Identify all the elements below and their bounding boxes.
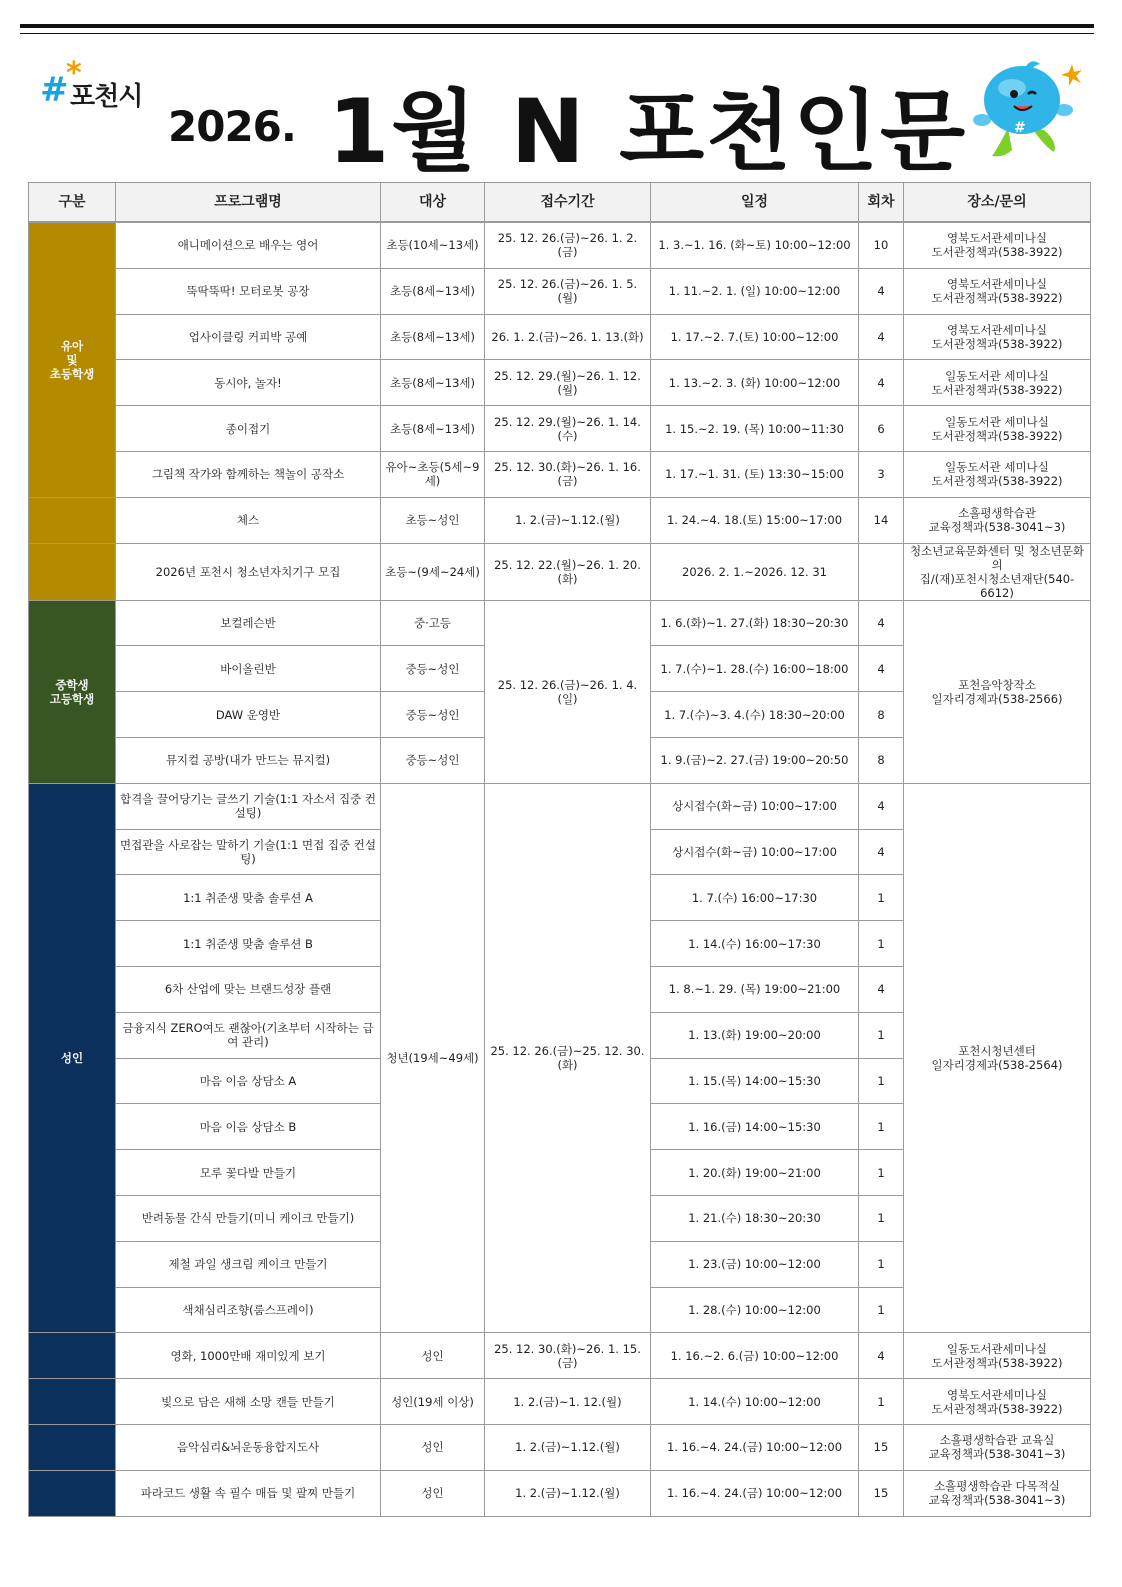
place-name: 소흘평생학습관 교육실	[939, 1433, 1055, 1448]
target: 중·고등	[381, 600, 485, 646]
schedule: 1. 16.~2. 6.(금) 10:00~12:00	[651, 1333, 859, 1379]
table-row	[29, 406, 1091, 452]
table-row	[29, 314, 1091, 360]
hash-icon: #	[40, 70, 69, 110]
program-name: 반려동물 간식 만들기(미니 케이크 만들기)	[116, 1195, 381, 1241]
schedule: 2026. 2. 1.~2026. 12. 31	[651, 543, 859, 600]
target: 초등(8세~13세)	[381, 360, 485, 406]
session-count: 1	[859, 1012, 904, 1058]
place-name: 영북도서관세미나실	[947, 1387, 1047, 1402]
session-count: 1	[859, 1241, 904, 1287]
place-name: 영북도서관세미나실	[947, 322, 1047, 337]
schedule: 1. 7.(수)~1. 28.(수) 16:00~18:00	[651, 646, 859, 692]
program-name: 뮤지컬 공방(내가 만드는 뮤지컬)	[116, 737, 381, 783]
session-count: 4	[859, 1333, 904, 1379]
target: 성인	[381, 1470, 485, 1516]
page-year: 2026.	[168, 102, 296, 151]
col-header-category: 구분	[29, 183, 116, 223]
place-name: 영북도서관세미나실	[947, 277, 1047, 292]
program-name: 색채심리조향(룸스프레이)	[116, 1287, 381, 1333]
program-name: 합격을 끌어당기는 글쓰기 기술(1:1 자소서 집중 컨설팅)	[116, 783, 381, 829]
category-teen	[29, 600, 116, 783]
place-contact-cell	[904, 314, 1091, 360]
table-row	[29, 1333, 1091, 1379]
schedule: 상시접수(화~금) 10:00~17:00	[651, 783, 859, 829]
application-period: 25. 12. 29.(월)~26. 1. 12.(월)	[485, 360, 651, 406]
category-label: 고등학생	[49, 691, 95, 706]
place-name: 영북도서관세미나실	[947, 231, 1047, 246]
program-name: 동시야, 놀자!	[116, 360, 381, 406]
table-row	[29, 1424, 1091, 1470]
session-count: 8	[859, 692, 904, 738]
category-adult-extra	[29, 1379, 116, 1425]
program-name: 1:1 취준생 맞춤 솔루션 B	[116, 921, 381, 967]
target: 청년(19세~49세)	[381, 783, 485, 1333]
application-period: 25. 12. 30.(화)~26. 1. 16.(금)	[485, 451, 651, 497]
program-name: 모루 꽃다발 만들기	[116, 1150, 381, 1196]
place-contact-cell	[904, 497, 1091, 543]
table-row	[29, 600, 1091, 646]
place-contact-cell	[904, 451, 1091, 497]
program-name: DAW 운영반	[116, 692, 381, 738]
place-name: 일동도서관 세미나실	[945, 368, 1049, 383]
category-label: 및	[66, 352, 78, 367]
place-contact: 도서관정책과(538-3922)	[931, 428, 1063, 443]
schedule: 1. 16.~4. 24.(금) 10:00~12:00	[651, 1470, 859, 1516]
application-period: 1. 2.(금)~1. 12.(월)	[485, 1379, 651, 1425]
target: 초등~성인	[381, 497, 485, 543]
target: 중등~성인	[381, 692, 485, 738]
program-name: 뚝딱뚝딱! 모터로봇 공장	[116, 268, 381, 314]
col-header-target: 대상	[381, 183, 485, 223]
application-period: 25. 12. 30.(화)~26. 1. 15.(금)	[485, 1333, 651, 1379]
place-name: 청소년교육문화센터 및 청소년문화의	[910, 543, 1084, 572]
session-count: 1	[859, 921, 904, 967]
col-header-period: 접수기간	[485, 183, 651, 223]
program-name: 음악심리&뇌운동융합지도사	[116, 1424, 381, 1470]
place-contact: 도서관정책과(538-3922)	[931, 291, 1063, 306]
program-name: 빛으로 담은 새해 소망 캔들 만들기	[116, 1379, 381, 1425]
place-contact: 도서관정책과(538-3922)	[931, 474, 1063, 489]
table-row	[29, 451, 1091, 497]
session-count: 1	[859, 1379, 904, 1425]
category-label: 중학생	[55, 677, 89, 692]
application-period: 25. 12. 26.(금)~26. 1. 4.(일)	[485, 600, 651, 783]
schedule: 1. 28.(수) 10:00~12:00	[651, 1287, 859, 1333]
place-contact-cell	[904, 360, 1091, 406]
session-count	[859, 543, 904, 600]
schedule: 1. 16.~4. 24.(금) 10:00~12:00	[651, 1424, 859, 1470]
program-name: 바이올린반	[116, 646, 381, 692]
place-contact: 교육정책과(538-3041~3)	[928, 1447, 1066, 1462]
place-contact-cell	[904, 1470, 1091, 1516]
target: 초등(10세~13세)	[381, 222, 485, 268]
schedule: 1. 15.(목) 14:00~15:30	[651, 1058, 859, 1104]
application-period: 1. 2.(금)~1.12.(월)	[485, 497, 651, 543]
schedule: 1. 3.~1. 16. (화~토) 10:00~12:00	[651, 222, 859, 268]
schedule: 1. 13.(화) 19:00~20:00	[651, 1012, 859, 1058]
program-name: 종이접기	[116, 406, 381, 452]
program-name: 체스	[116, 497, 381, 543]
session-count: 10	[859, 222, 904, 268]
session-count: 4	[859, 360, 904, 406]
category-kids-extra	[29, 497, 116, 543]
session-count: 15	[859, 1424, 904, 1470]
category-adult: 성인	[29, 783, 116, 1333]
table-row	[29, 1379, 1091, 1425]
program-name: 영화, 1000만배 재미있게 보기	[116, 1333, 381, 1379]
schedule: 1. 15.~2. 19. (목) 10:00~11:30	[651, 406, 859, 452]
table-row	[29, 497, 1091, 543]
place-contact: 집/(재)포천시청소년재단(540-6612)	[919, 571, 1075, 600]
category-adult-extra	[29, 1424, 116, 1470]
program-name: 마음 이음 상담소 A	[116, 1058, 381, 1104]
session-count: 4	[859, 268, 904, 314]
program-name: 그림책 작가와 함께하는 책놀이 공작소	[116, 451, 381, 497]
place-contact: 도서관정책과(538-3922)	[931, 382, 1063, 397]
program-name: 1:1 취준생 맞춤 솔루션 A	[116, 875, 381, 921]
target: 중등~성인	[381, 737, 485, 783]
target: 성인	[381, 1333, 485, 1379]
col-header-schedule: 일정	[651, 183, 859, 223]
place-name: 소흘평생학습관 다목적실	[934, 1479, 1060, 1494]
schedule: 1. 14.(수) 10:00~12:00	[651, 1379, 859, 1425]
session-count: 3	[859, 451, 904, 497]
program-name: 마음 이음 상담소 B	[116, 1104, 381, 1150]
schedule: 1. 13.~2. 3. (화) 10:00~12:00	[651, 360, 859, 406]
place-contact: 일자리경제과(538-2566)	[931, 691, 1063, 706]
session-count: 4	[859, 829, 904, 875]
target: 초등(8세~13세)	[381, 406, 485, 452]
place-contact-cell	[904, 1379, 1091, 1425]
session-count: 14	[859, 497, 904, 543]
schedule: 1. 20.(화) 19:00~21:00	[651, 1150, 859, 1196]
place-contact: 도서관정책과(538-3922)	[931, 1355, 1063, 1370]
schedule: 1. 7.(수) 16:00~17:30	[651, 875, 859, 921]
place-name: 포천음악창작소	[958, 677, 1036, 692]
schedule: 1. 9.(금)~2. 27.(금) 19:00~20:50	[651, 737, 859, 783]
schedule: 1. 16.(금) 14:00~15:30	[651, 1104, 859, 1150]
target: 초등~(9세~24세)	[381, 543, 485, 600]
session-count: 15	[859, 1470, 904, 1516]
place-contact-cell	[904, 1333, 1091, 1379]
session-count: 1	[859, 1195, 904, 1241]
schedule: 1. 7.(수)~3. 4.(수) 18:30~20:00	[651, 692, 859, 738]
category-adult-extra	[29, 1333, 116, 1379]
place-contact: 도서관정책과(538-3922)	[931, 1401, 1063, 1416]
place-contact-cell	[904, 783, 1091, 1333]
schedule: 1. 23.(금) 10:00~12:00	[651, 1241, 859, 1287]
session-count: 1	[859, 1287, 904, 1333]
asterisk-icon: *	[66, 56, 82, 91]
place-contact: 도서관정책과(538-3922)	[931, 336, 1063, 351]
col-header-count: 회차	[859, 183, 904, 223]
schedule: 1. 17.~2. 7.(토) 10:00~12:00	[651, 314, 859, 360]
program-name: 6차 산업에 맞는 브랜드성장 플랜	[116, 966, 381, 1012]
program-name: 2026년 포천시 청소년자치기구 모집	[116, 543, 381, 600]
schedule: 1. 24.~4. 18.(토) 15:00~17:00	[651, 497, 859, 543]
program-name: 애니메이션으로 배우는 영어	[116, 222, 381, 268]
logo-text: 포천시	[70, 82, 143, 112]
schedule: 1. 11.~2. 1. (일) 10:00~12:00	[651, 268, 859, 314]
target: 초등(8세~13세)	[381, 314, 485, 360]
category-label: 초등학생	[49, 366, 95, 381]
schedule: 1. 8.~1. 29. (목) 19:00~21:00	[651, 966, 859, 1012]
top-rule	[20, 24, 1094, 28]
col-header-program: 프로그램명	[116, 183, 381, 223]
session-count: 8	[859, 737, 904, 783]
application-period: 25. 12. 29.(월)~26. 1. 14.(수)	[485, 406, 651, 452]
category-label: 유아	[60, 338, 84, 353]
program-schedule-table	[28, 182, 1091, 1517]
place-name: 소흘평생학습관	[958, 506, 1036, 521]
schedule: 1. 6.(화)~1. 27.(화) 18:30~20:30	[651, 600, 859, 646]
session-count: 4	[859, 966, 904, 1012]
program-name: 금융지식 ZERO여도 괜찮아(기초부터 시작하는 급여 관리)	[116, 1012, 381, 1058]
table-row	[29, 360, 1091, 406]
place-contact: 일자리경제과(538-2564)	[931, 1058, 1063, 1073]
place-contact-cell	[904, 406, 1091, 452]
top-rule-thin	[20, 33, 1094, 34]
program-name: 업사이클링 커피박 공예	[116, 314, 381, 360]
table-row	[29, 222, 1091, 268]
program-name: 보컬레슨반	[116, 600, 381, 646]
schedule: 1. 14.(수) 16:00~17:30	[651, 921, 859, 967]
category-kids-extra	[29, 543, 116, 600]
program-name: 파라코드 생활 속 필수 매듭 및 팔찌 만들기	[116, 1470, 381, 1516]
application-period: 25. 12. 22.(월)~26. 1. 20.(화)	[485, 543, 651, 600]
place-contact: 교육정책과(538-3041~3)	[928, 1493, 1066, 1508]
place-contact: 도서관정책과(538-3922)	[931, 245, 1063, 260]
application-period: 25. 12. 26.(금)~26. 1. 5.(월)	[485, 268, 651, 314]
target: 성인	[381, 1424, 485, 1470]
place-name: 일동도서관세미나실	[947, 1341, 1047, 1356]
application-period: 26. 1. 2.(금)~26. 1. 13.(화)	[485, 314, 651, 360]
table-header-row	[29, 183, 1091, 223]
session-count: 4	[859, 314, 904, 360]
place-contact-cell	[904, 543, 1091, 600]
table-row	[29, 783, 1091, 829]
place-name: 일동도서관 세미나실	[945, 414, 1049, 429]
mascot-icon	[968, 58, 1086, 166]
session-count: 1	[859, 1104, 904, 1150]
place-name: 일동도서관 세미나실	[945, 460, 1049, 475]
place-contact-cell	[904, 1424, 1091, 1470]
session-count: 1	[859, 875, 904, 921]
table-row	[29, 268, 1091, 314]
session-count: 4	[859, 600, 904, 646]
table-row	[29, 543, 1091, 600]
schedule: 1. 17.~1. 31. (토) 13:30~15:00	[651, 451, 859, 497]
page-title: 1월 N 포천인문	[328, 80, 968, 183]
program-name: 면접관을 사로잡는 말하기 기술(1:1 면접 집중 컨설팅)	[116, 829, 381, 875]
svg-text:#: #	[1014, 120, 1026, 136]
program-name: 제철 과일 생크림 케이크 만들기	[116, 1241, 381, 1287]
place-contact-cell	[904, 600, 1091, 783]
table-row	[29, 1470, 1091, 1516]
category-adult-extra	[29, 1470, 116, 1516]
schedule: 1. 21.(수) 18:30~20:30	[651, 1195, 859, 1241]
application-period: 25. 12. 26.(금)~26. 1. 2.(금)	[485, 222, 651, 268]
target: 초등(8세~13세)	[381, 268, 485, 314]
place-contact-cell	[904, 222, 1091, 268]
application-period: 1. 2.(금)~1.12.(월)	[485, 1470, 651, 1516]
place-contact: 교육정책과(538-3041~3)	[928, 520, 1066, 535]
session-count: 4	[859, 783, 904, 829]
place-contact-cell	[904, 268, 1091, 314]
category-kids	[29, 222, 116, 497]
target: 유아~초등(5세~9세)	[381, 451, 485, 497]
application-period: 1. 2.(금)~1.12.(월)	[485, 1424, 651, 1470]
application-period: 25. 12. 26.(금)~25. 12. 30.(화)	[485, 783, 651, 1333]
place-name: 포천시청년센터	[958, 1044, 1036, 1059]
session-count: 6	[859, 406, 904, 452]
session-count: 4	[859, 646, 904, 692]
session-count: 1	[859, 1150, 904, 1196]
session-count: 1	[859, 1058, 904, 1104]
target: 성인(19세 이상)	[381, 1379, 485, 1425]
target: 중등~성인	[381, 646, 485, 692]
col-header-place: 장소/문의	[904, 183, 1091, 223]
schedule: 상시접수(화~금) 10:00~17:00	[651, 829, 859, 875]
